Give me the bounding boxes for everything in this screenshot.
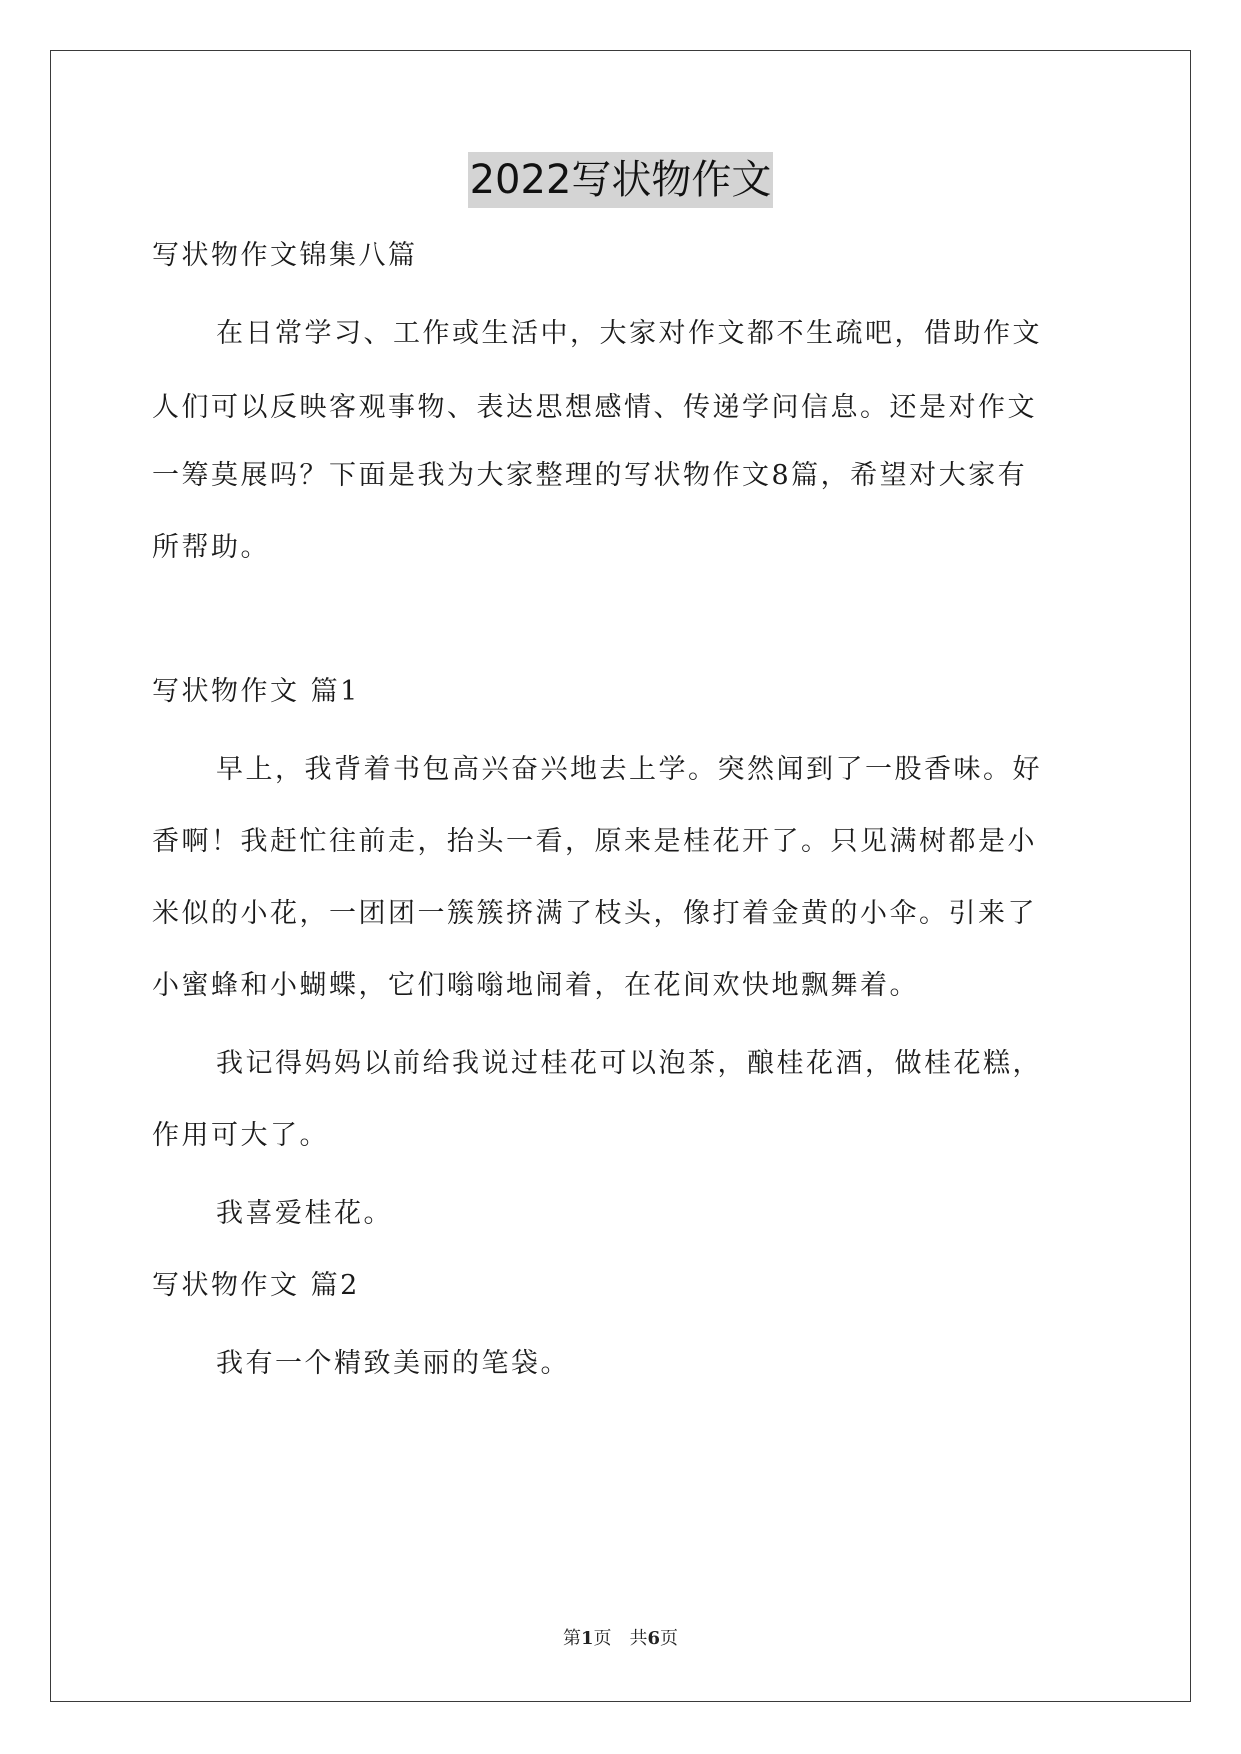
paragraph-line: 我喜爱桂花。: [216, 1198, 393, 1229]
footer-mid: 页 共: [593, 1628, 648, 1649]
intro-line: 一筹莫展吗？下面是我为大家整理的写状物作文8篇，希望对大家有: [152, 460, 1028, 491]
intro-line: 人们可以反映客观事物、表达思想感情、传递学问信息。还是对作文: [152, 392, 1037, 423]
subtitle: 写状物作文锦集八篇: [152, 240, 418, 271]
page-border: [50, 50, 1191, 1702]
page-footer: [0, 1624, 1241, 1650]
intro-line: 所帮助。: [152, 532, 270, 563]
paragraph-line: 香啊！我赶忙往前走，抬头一看，原来是桂花开了。只见满树都是小: [152, 826, 1037, 857]
paragraph-line: 作用可大了。: [152, 1120, 329, 1151]
paragraph-line: 小蜜蜂和小蝴蝶，它们嗡嗡地闹着，在花间欢快地飘舞着。: [152, 970, 919, 1001]
footer-prefix: 第: [562, 1628, 581, 1649]
intro-line: 在日常学习、工作或生活中，大家对作文都不生疏吧，借助作文: [216, 318, 1042, 349]
section-heading: 写状物作文 篇1: [152, 676, 360, 707]
total-page-count: 6: [647, 1628, 661, 1649]
paragraph-line: 我记得妈妈以前给我说过桂花可以泡茶，酿桂花酒，做桂花糕，: [216, 1048, 1042, 1079]
paragraph-line: 我有一个精致美丽的笔袋。: [216, 1348, 570, 1379]
footer-suffix: 页: [660, 1628, 679, 1649]
paragraph-line: 早上，我背着书包高兴奋兴地去上学。突然闻到了一股香味。好: [216, 754, 1042, 785]
title-container: [0, 152, 1241, 208]
current-page-number: 1: [580, 1628, 594, 1649]
paragraph-line: 米似的小花，一团团一簇簇挤满了枝头，像打着金黄的小伞。引来了: [152, 898, 1037, 929]
document-title: 2022写状物作文: [468, 152, 774, 208]
section-heading: 写状物作文 篇2: [152, 1270, 360, 1301]
